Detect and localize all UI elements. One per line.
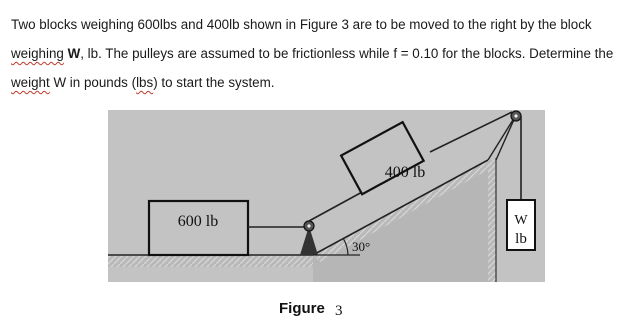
spellcheck-word-lbs: lbs [136, 75, 154, 90]
problem-text-2: , lb. The pulleys are assumed to be frictionless while f = 0.10 for the blocks. Determine the [80, 46, 614, 61]
top-pulley-axle [514, 114, 517, 117]
ground-hatch [108, 255, 313, 267]
bold-w: W [63, 46, 81, 61]
figure-white-area [108, 282, 545, 326]
problem-text-3: W in pounds ( [49, 75, 137, 90]
spellcheck-word-weighing: weighing [11, 46, 64, 61]
hanging-block-w-label: W [514, 213, 528, 228]
lower-pulley-axle [307, 224, 310, 227]
block-600lb-label: 600 lb [177, 213, 219, 230]
spellcheck-word-weight: weight [11, 75, 50, 90]
figure-caption-number: 3 [335, 303, 343, 319]
hanging-block-lb-label: lb [515, 231, 527, 247]
right-wall-hatch [488, 160, 496, 282]
block-400lb-label: 400 lb [384, 164, 426, 181]
problem-text-4: ) to start the system. [153, 75, 275, 90]
figure-caption-word: Figure [279, 300, 325, 317]
angle-label: 30° [352, 239, 371, 254]
problem-text-1: Two blocks weighing 600lbs and 400lb shown in Figure 3 are to be moved to the right by the block [11, 17, 592, 32]
